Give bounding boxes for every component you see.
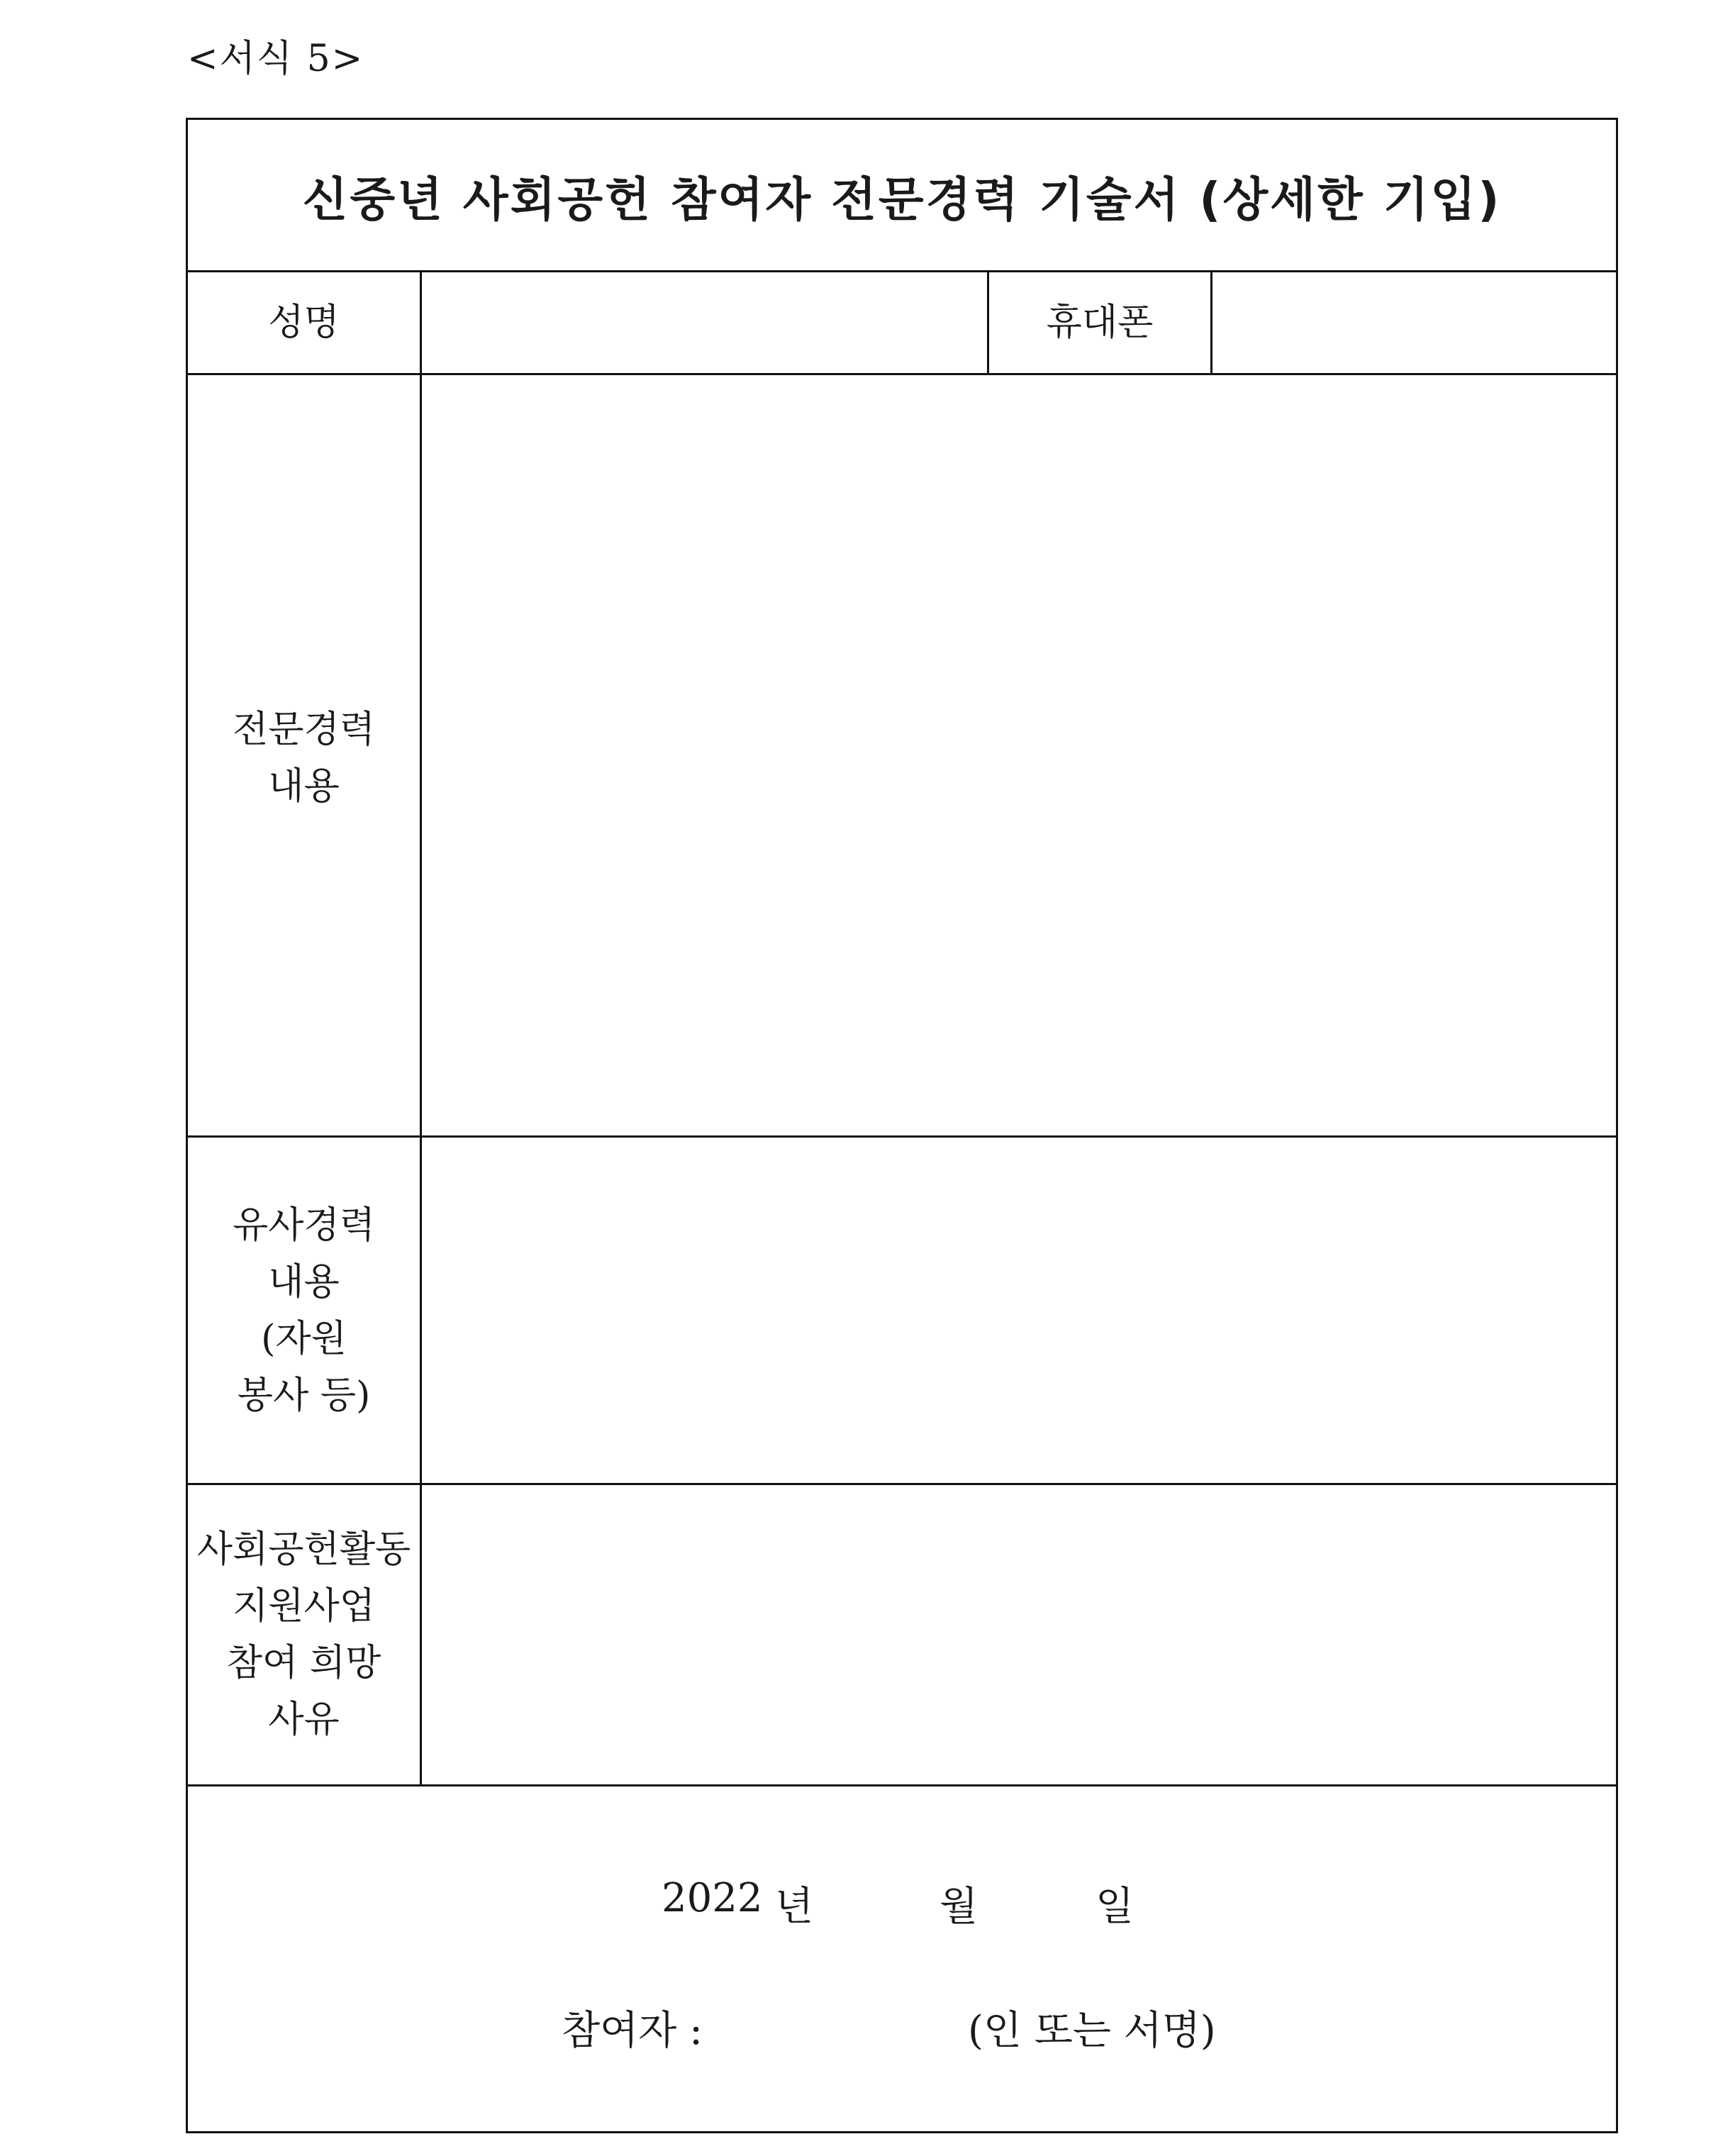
motive-label: 사회공헌활동 지원사업 참여 희망 사유: [196, 1528, 411, 1741]
name-field[interactable]: [422, 272, 989, 373]
similar-field[interactable]: [422, 1138, 1616, 1483]
similar-label-cell: [188, 1138, 422, 1483]
form-title: 신중년 사회공헌 참여자 전문경력 기술서 (상세한 기입): [302, 172, 1502, 227]
signature-row: [188, 1787, 1616, 2135]
participant-label: 참여자 :: [562, 2008, 703, 2054]
date-day-unit: 일: [1095, 1884, 1134, 1930]
phone-label-cell: [989, 272, 1212, 373]
date-year-unit: 년: [775, 1884, 814, 1930]
career-label-cell: [188, 375, 422, 1135]
similar-label: 유사경력 내용 (자원 봉사 등): [233, 1204, 375, 1417]
form-number: <서식 5>: [187, 38, 364, 80]
signer-line: [188, 1999, 1616, 2056]
similar-career-row: [188, 1138, 1616, 1485]
name-label-cell: [188, 272, 422, 373]
motive-row: [188, 1485, 1616, 1787]
seal-or-signature-note: (인 또는 서명): [968, 2008, 1216, 2054]
date-month-unit: 월: [939, 1884, 978, 1930]
form-title-row: [188, 120, 1616, 272]
career-field[interactable]: [422, 375, 1616, 1135]
motive-label-cell: [188, 1485, 422, 1784]
name-label: 성명: [268, 301, 340, 344]
career-label: 전문경력 내용: [233, 709, 375, 808]
date-line: [188, 1875, 1616, 1932]
career-statement-form: [186, 118, 1618, 2133]
phone-label: 휴대폰: [1046, 301, 1154, 344]
motive-field[interactable]: [422, 1485, 1616, 1784]
date-year: 2022: [662, 1875, 763, 1921]
name-phone-row: [188, 272, 1616, 375]
phone-field[interactable]: [1212, 272, 1616, 373]
career-row: [188, 375, 1616, 1138]
